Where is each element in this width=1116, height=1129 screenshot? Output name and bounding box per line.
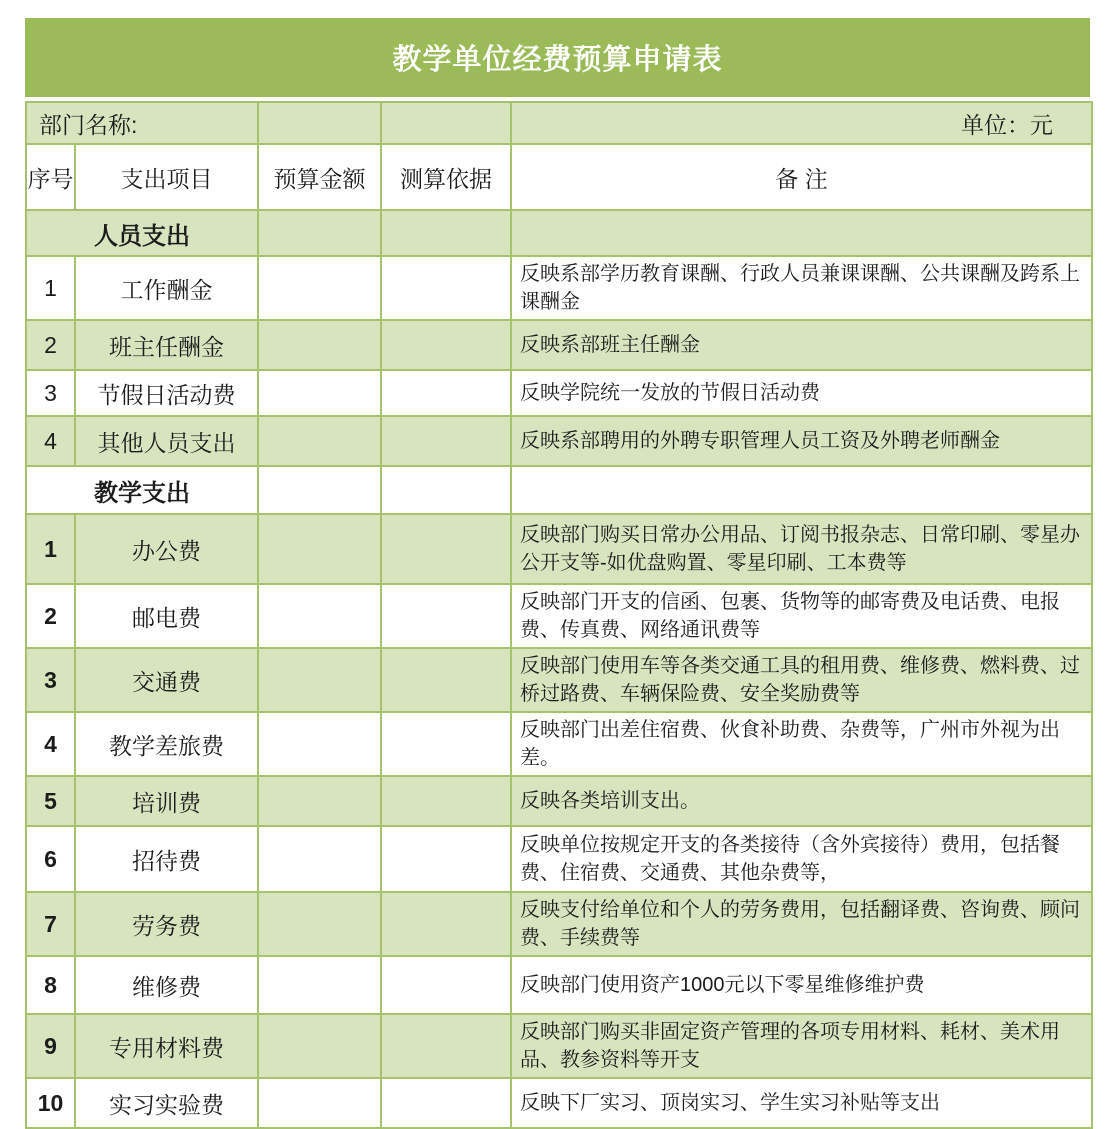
row-index: 6 (26, 826, 75, 892)
budget-amount-cell[interactable] (258, 320, 381, 370)
table-row (26, 956, 1092, 1014)
budget-amount-cell[interactable] (258, 892, 381, 956)
table-row (26, 320, 1092, 370)
col-header-budget: 预算金额 (258, 144, 381, 210)
budget-amount-cell[interactable] (258, 826, 381, 892)
remark-cell: 反映部门购买日常办公用品、订阅书报杂志、日常印刷、零星办公开支等-如优盘购置、零星印刷、工本费等 (511, 514, 1092, 584)
budget-amount-cell[interactable] (258, 416, 381, 466)
budget-amount-cell[interactable] (258, 256, 381, 320)
remark-cell: 反映系部聘用的外聘专职管理人员工资及外聘老师酬金 (511, 416, 1092, 466)
budget-amount-cell[interactable] (258, 514, 381, 584)
table-row (26, 1014, 1092, 1078)
basis-cell[interactable] (381, 1014, 511, 1078)
budget-amount-cell[interactable] (258, 466, 381, 514)
row-index: 1 (26, 514, 75, 584)
budget-amount-cell[interactable] (258, 712, 381, 776)
expense-item: 班主任酬金 (75, 320, 258, 370)
basis-cell[interactable] (381, 1078, 511, 1128)
basis-cell[interactable] (381, 416, 511, 466)
expense-item: 实习实验费 (75, 1078, 258, 1128)
row-index: 10 (26, 1078, 75, 1128)
budget-amount-cell[interactable] (258, 370, 381, 416)
basis-cell[interactable] (381, 776, 511, 826)
budget-table (25, 101, 1093, 1129)
table-row (26, 776, 1092, 826)
basis-cell[interactable] (381, 514, 511, 584)
header-row (26, 144, 1092, 210)
table-row (26, 256, 1092, 320)
department-basis-cell[interactable] (381, 102, 511, 144)
basis-cell[interactable] (381, 712, 511, 776)
table-row (26, 584, 1092, 648)
department-row (26, 102, 1092, 144)
basis-cell[interactable] (381, 370, 511, 416)
table-row (26, 892, 1092, 956)
table-row (26, 648, 1092, 712)
expense-item: 维修费 (75, 956, 258, 1014)
row-index: 7 (26, 892, 75, 956)
remark-cell: 反映部门购买非固定资产管理的各项专用材料、耗材、美术用品、教参资料等开支 (511, 1014, 1092, 1078)
basis-cell[interactable] (381, 320, 511, 370)
table-row (26, 416, 1092, 466)
basis-cell[interactable] (381, 826, 511, 892)
table-row (26, 826, 1092, 892)
col-header-remark: 备 注 (511, 144, 1092, 210)
unit-label: 单位：元 (511, 102, 1092, 144)
remark-cell: 反映系部学历教育课酬、行政人员兼课课酬、公共课酬及跨系上课酬金 (511, 256, 1092, 320)
remark-cell: 反映部门使用车等各类交通工具的租用费、维修费、燃料费、过桥过路费、车辆保险费、安全奖励费等 (511, 648, 1092, 712)
row-index: 1 (26, 256, 75, 320)
remark-cell (511, 210, 1092, 256)
section-title: 人员支出 (26, 210, 258, 256)
remark-cell: 反映下厂实习、顶岗实习、学生实习补贴等支出 (511, 1078, 1092, 1128)
section-title: 教学支出 (26, 466, 258, 514)
remark-cell: 反映部门使用资产1000元以下零星维修维护费 (511, 956, 1092, 1014)
remark-cell (511, 466, 1092, 514)
row-index: 3 (26, 370, 75, 416)
budget-amount-cell[interactable] (258, 210, 381, 256)
budget-amount-cell[interactable] (258, 776, 381, 826)
basis-cell[interactable] (381, 956, 511, 1014)
basis-cell[interactable] (381, 892, 511, 956)
row-index: 9 (26, 1014, 75, 1078)
expense-item: 邮电费 (75, 584, 258, 648)
expense-item: 劳务费 (75, 892, 258, 956)
expense-item: 工作酬金 (75, 256, 258, 320)
budget-amount-cell[interactable] (258, 1014, 381, 1078)
col-header-basis: 测算依据 (381, 144, 511, 210)
row-index: 8 (26, 956, 75, 1014)
budget-amount-cell[interactable] (258, 584, 381, 648)
expense-item: 办公费 (75, 514, 258, 584)
basis-cell[interactable] (381, 256, 511, 320)
section-row-teaching (26, 466, 1092, 514)
expense-item: 专用材料费 (75, 1014, 258, 1078)
expense-item: 交通费 (75, 648, 258, 712)
budget-amount-cell[interactable] (258, 648, 381, 712)
table-row (26, 370, 1092, 416)
row-index: 4 (26, 712, 75, 776)
col-header-index: 序号 (26, 144, 75, 210)
remark-cell: 反映学院统一发放的节假日活动费 (511, 370, 1092, 416)
remark-cell: 反映系部班主任酬金 (511, 320, 1092, 370)
basis-cell[interactable] (381, 210, 511, 256)
basis-cell[interactable] (381, 466, 511, 514)
remark-cell: 反映单位按规定开支的各类接待（含外宾接待）费用，包括餐费、住宿费、交通费、其他杂费等， (511, 826, 1092, 892)
section-row-personnel (26, 210, 1092, 256)
row-index: 4 (26, 416, 75, 466)
budget-amount-cell[interactable] (258, 956, 381, 1014)
expense-item: 招待费 (75, 826, 258, 892)
expense-item: 教学差旅费 (75, 712, 258, 776)
remark-cell: 反映部门出差住宿费、伙食补助费、杂费等，广州市外视为出差。 (511, 712, 1092, 776)
table-row (26, 1078, 1092, 1128)
department-budget-cell[interactable] (258, 102, 381, 144)
row-index: 2 (26, 320, 75, 370)
row-index: 2 (26, 584, 75, 648)
form-title: 教学单位经费预算申请表 (25, 18, 1090, 97)
department-name-label: 部门名称: (26, 102, 258, 144)
expense-item: 节假日活动费 (75, 370, 258, 416)
basis-cell[interactable] (381, 648, 511, 712)
basis-cell[interactable] (381, 584, 511, 648)
row-index: 3 (26, 648, 75, 712)
col-header-item: 支出项目 (75, 144, 258, 210)
table-row (26, 712, 1092, 776)
row-index: 5 (26, 776, 75, 826)
remark-cell: 反映部门开支的信函、包裹、货物等的邮寄费及电话费、电报费、传真费、网络通讯费等 (511, 584, 1092, 648)
budget-amount-cell[interactable] (258, 1078, 381, 1128)
remark-cell: 反映支付给单位和个人的劳务费用，包括翻译费、咨询费、顾问费、手续费等 (511, 892, 1092, 956)
expense-item: 其他人员支出 (75, 416, 258, 466)
remark-cell: 反映各类培训支出。 (511, 776, 1092, 826)
table-row (26, 514, 1092, 584)
expense-item: 培训费 (75, 776, 258, 826)
